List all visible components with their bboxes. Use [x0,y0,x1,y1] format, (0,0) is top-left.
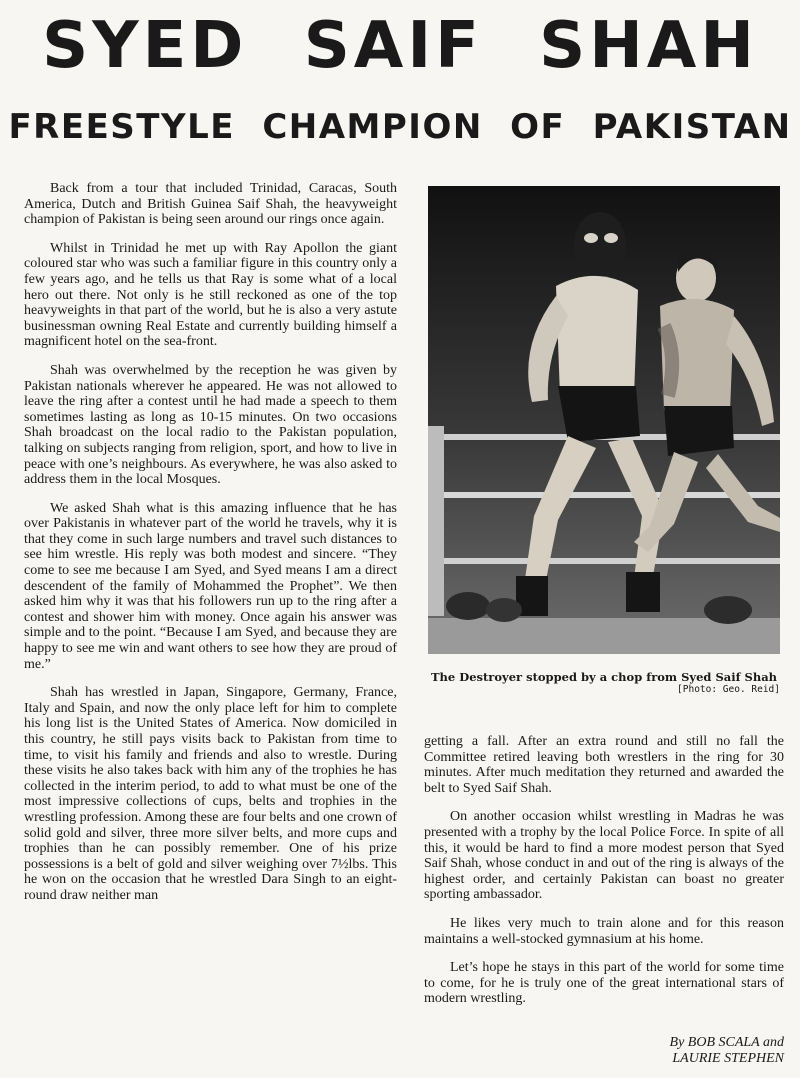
byline [560,1035,784,1067]
paragraph: Back from a tour that included Trinidad, Caracas, South America, Dutch and British Guinea Saif Shah, the heavyweight champion of Pakistan is being seen around our rings once again. [24,181,397,228]
paragraph: Shah was overwhelmed by the reception he was given by Pakistan nationals wherever he appeared. He was not allowed to leave the ring after a contest until he had made a speech to them sometimes lasting as long as 10-15 minutes. On two occasions Shah broadcast on the local radio to the Pakistan population, talking on subjects ranging from religion, sport, and how to live in peace with one’s neighbours. As everywhere, he was also asked to address them in the local Mosques. [24,362,397,488]
article-title: SYED SAIF SHAH [42,9,758,83]
paragraph: getting a fall. After an extra round and still no fall the Committee retired leaving both wrestlers in the ring for 30 minutes. After much meditation they returned and awarded the belt to Syed Saif Shah. [424,734,784,796]
paragraph: Whilst in Trinidad he met up with Ray Apollon the giant coloured star who was such a familiar figure in this country only a few years ago, and he tells us that Ray is some what of a local hero out there. Not only is he still reckoned as one of the top heavyweights in that part of the world, but he is also a very astute businessman owning Real Estate and currently building himself a magnificent hotel on the sea-front. [24,240,397,350]
paragraph: He likes very much to train alone and for this reason maintains a well-stocked gymnasium at his home. [424,915,784,947]
byline-line: LAURIE STEPHEN [672,1051,784,1066]
paragraph: We asked Shah what is this amazing influence that he has over Pakistanis in whatever part of the world he travels, why it is that they come in such large numbers and travel such distances to see him wrestle. His reply was both modest and sincere. “They come to see me because I am Syed, and Syed means I am a direct descendent of the family of Mohammed the Prophet”. We then asked him why it was that his followers run up to the ring after a contest and shower him with money. Once again his answer was simple and to the point. “Because I am Syed, and because they are happy to see me win and want others to see how they are proud of me.” [24,500,397,672]
photo-credit: [Photo: Geo. Reid] [677,684,780,695]
paragraph: Let’s hope he stays in this part of the world for some time to come, for he is truly one of the great international stars of modern wrestling. [424,960,784,1007]
left-column [24,181,397,917]
paragraph: Shah has wrestled in Japan, Singapore, Germany, France, Italy and Spain, and now the only place left for him to complete his long list is the United States of America. Now domiciled in this country, he still pays visits back to Pakistan from time to time, to visit his family and friends and also to wrestle. During these visits he also takes back with him any of the trophies he has collected in the interim period, to add to what must be one of the most impressive collections of cups, belts and trophies in the wrestling profession. Among these are four belts and one crown of solid gold and silver, three more silver belts, and more cups and trophies than he can possibly remember. One of his prize possessions is a belt of gold and silver weighing over 7½lbs. This he won on the occasion that he wrestled Dara Singh to an eight-round draw neither man [24,685,397,903]
wrestling-photo-illustration [428,186,780,654]
right-column [424,734,784,1020]
wrestling-photo [428,186,780,654]
byline-line: By BOB SCALA and [669,1035,784,1050]
photo-caption: The Destroyer stopped by a chop from Syed Saif Shah [430,670,778,684]
article-subtitle: FREESTYLE CHAMPION OF PAKISTAN [8,107,792,147]
paragraph: On another occasion whilst wrestling in Madras he was presented with a trophy by the local Police Force. In spite of all this, it would be hard to find a more modest person that Syed Saif Shah, whose conduct in and out of the ring is always of the highest order, and certainly Pakistan can boast no greater sporting ambassador. [424,809,784,903]
